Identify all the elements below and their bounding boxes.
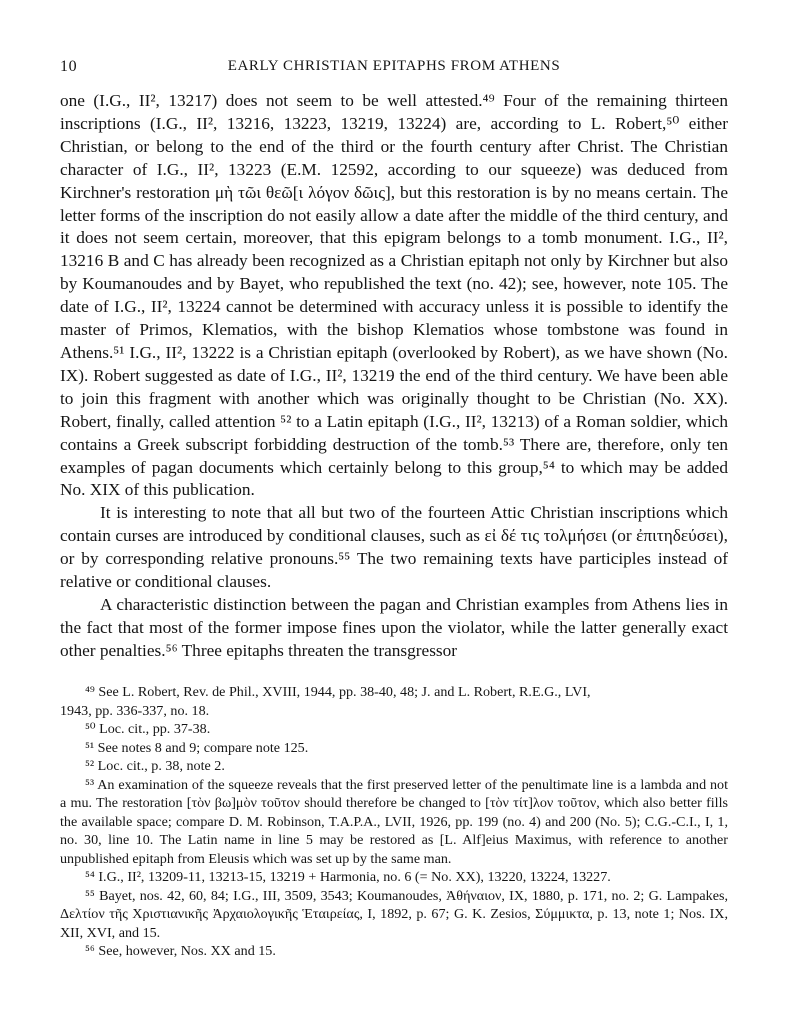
footnote-54: ⁵⁴ I.G., II², 13209-11, 13213-15, 13219 + Harmonia, no. 6 (= No. XX), 13220, 13224, 13227. bbox=[85, 869, 611, 885]
footnotes bbox=[60, 683, 728, 961]
paragraph: It is interesting to note that all but two of the fourteen Attic Christian inscriptions which contain curses are introduced by conditional clauses, such as εἰ δέ τις τολμήσει (or ἐπιτηδεύσει), or by corresponding relative pronouns.⁵⁵ The two remaining texts have participles instead of relative or conditional clauses. bbox=[60, 503, 728, 592]
footnote-52: ⁵² Loc. cit., p. 38, note 2. bbox=[85, 758, 225, 774]
footnote-53: ⁵³ An examination of the squeeze reveals that the first preserved letter of the penultimate line is a lambda and not a mu. The restoration [τὸν βω]μὸν τοῦτον should therefore be changed to [τὸν τίτ]λον τοῦτον, which also better fills the available space; compare D. M. Robinson, T.A.P.A., LVII, 1926, pp. 199 (no. 4) and 200 (No. 5); C.G.-C.I., I, 1, no. 30, line 10. The Latin name in line 5 may be restored as [L. Alf]eius Maximus, with reference to another unpublished epitaph from Eleusis which was set up by the same man. bbox=[60, 776, 728, 867]
footnote-50: ⁵⁰ Loc. cit., pp. 37-38. bbox=[85, 721, 211, 737]
paragraph: one (I.G., II², 13217) does not seem to be well attested.⁴⁹ Four of the remaining thirteen inscriptions (I.G., II², 13216, 13223, 13219, 13224) are, according to L. Robert,⁵⁰ either Christian, or belong to the end of the third or the fourth century after Christ. The Christian character of I.G., II², 13223 (E.M. 12592, according to our squeeze) was deduced from Kirchner's restoration μὴ τῶι θεῶ[ι λόγον δῶις], but this restoration is by no means certain. The letter forms of the inscription do not easily allow a date after the middle of the third century, and it does not seem certain, moreover, that this epigram belongs to a tomb monument. I.G., II², 13216 B and C has already been recognized as a Christian epitaph not only by Kirchner but also by Koumanoudes and by Bayet, who republished the text (no. 42); see, however, note 105. The date of I.G., II², 13224 cannot be determined with accuracy unless it is possible to identify the master of Primos, Klematios, with the bishop Klematios whose tombstone was found in Athens.⁵¹ I.G., II², 13222 is a Christian epitaph (overlooked by Robert), as we have shown (No. IX). Robert suggested as date of I.G., II², 13219 the end of the third century. We have been able to join this fragment with another which was originally thought to be Christian (No. XX). Robert, finally, called attention ⁵² to a Latin epitaph (I.G., II², 13213) of a Roman soldier, which contains a Greek subscript forbidding destruction of the tomb.⁵³ There are, therefore, only ten examples of pagan documents which certainly belong to this group,⁵⁴ to which may be added No. XIX of this publication. bbox=[60, 91, 728, 500]
page-header bbox=[60, 58, 728, 80]
main-text bbox=[60, 90, 728, 663]
paragraph: A characteristic distinction between the pagan and Christian examples from Athens lies in the fact that most of the former impose fines upon the violator, while the latter generally exact other penalties.⁵⁶ Three epitaphs threaten the transgressor bbox=[60, 594, 728, 660]
footnote-49: ⁴⁹ See L. Robert, Rev. de Phil., XVIII, 1944, pp. 38-40, 48; J. and L. Robert, R.E.G., LVI, bbox=[85, 684, 591, 700]
footnote-55: ⁵⁵ Bayet, nos. 42, 60, 84; I.G., III, 3509, 3543; Koumanoudes, Ἀθήναιον, IX, 1880, p. 171, no. 2; G. Lampakes, Δελτίον τῆς Χριστιανικῆς Ἀρχαιολογικῆς Ἑταιρείας, I, 1892, p. 67; G. K. Zesios, Σύμμικτα, p. 13, note 1; Nos. IX, XII, XVI, and 15. bbox=[60, 887, 728, 941]
footnote-51: ⁵¹ See notes 8 and 9; compare note 125. bbox=[85, 739, 309, 756]
page-number: 10 bbox=[60, 58, 78, 75]
running-title: EARLY CHRISTIAN EPITAPHS FROM ATHENS bbox=[227, 58, 561, 74]
footnote-56: ⁵⁶ See, however, Nos. XX and 15. bbox=[85, 943, 276, 959]
footnote-49-continued: 1943, pp. 336-337, no. 18. bbox=[60, 702, 210, 719]
